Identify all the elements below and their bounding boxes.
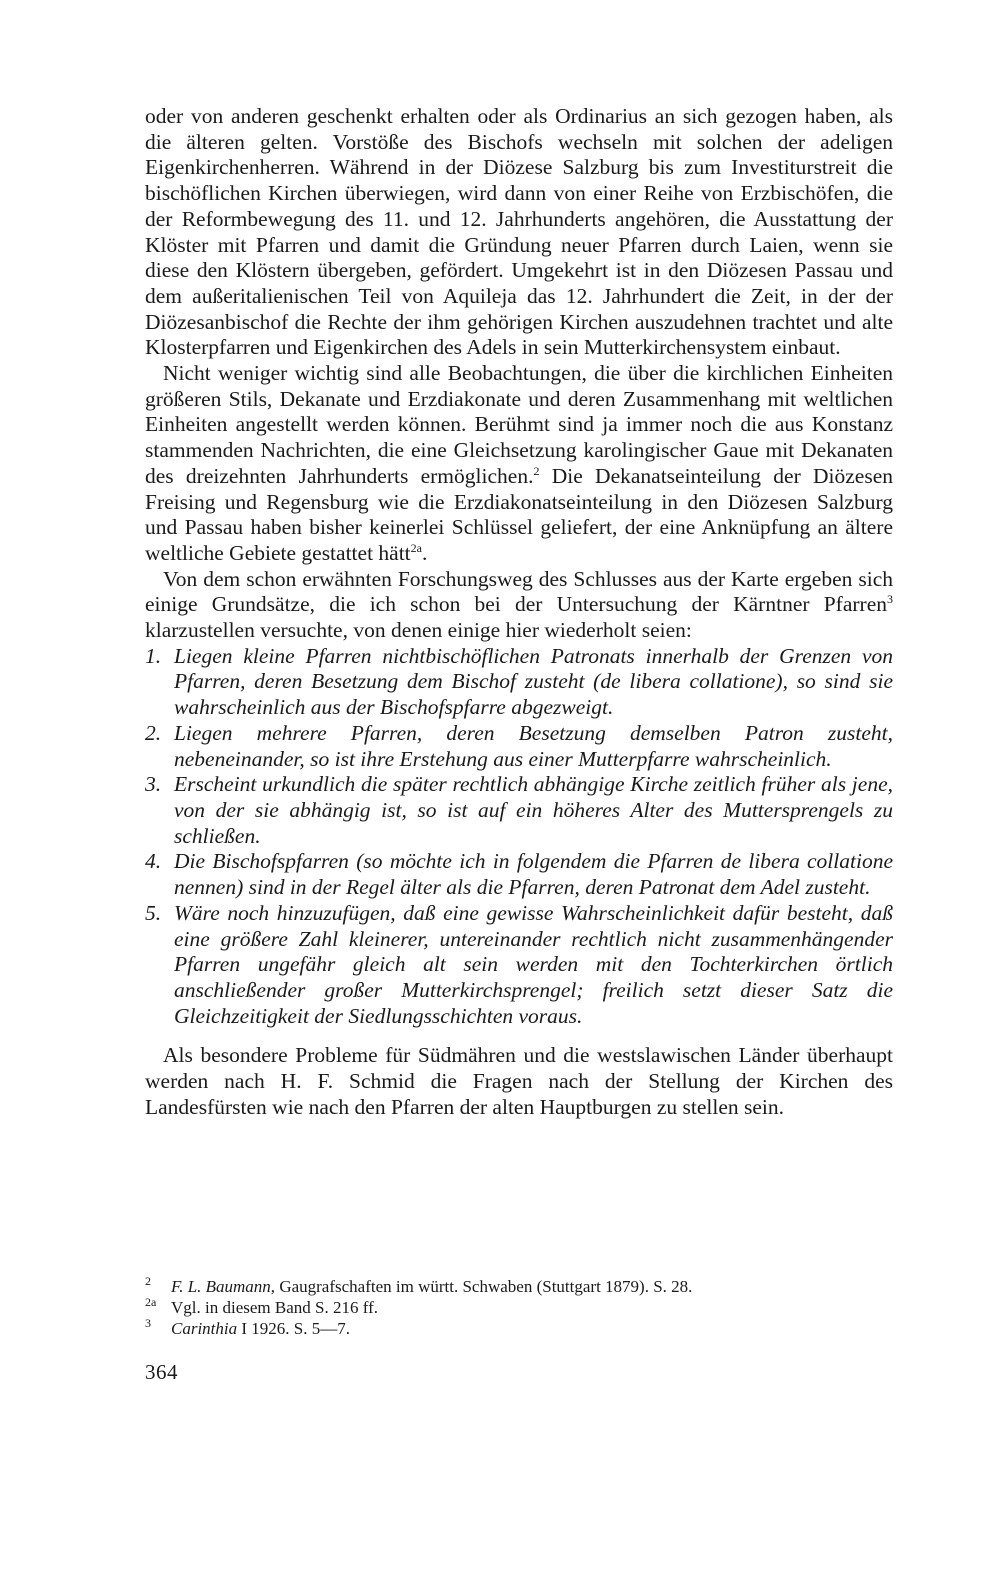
footnote-author: F. L. Baumann, (171, 1277, 276, 1296)
principle-item (145, 849, 893, 900)
principle-text: Erscheint urkundlich die später rechtlich abhängige Kirche zeitlich früher als jene, von der sie abhängig ist, so ist auf ein höheres Alter des Muttersprengels zu schließen. (174, 772, 893, 848)
footnote-ref-2[interactable]: 2 (533, 463, 540, 478)
principle-text: Wäre noch hinzuzufügen, daß eine gewisse Wahrscheinlichkeit dafür besteht, daß eine größere Zahl kleinerer, untereinander rechtlich nicht zusammenhängender Pfarren ungefähr gleich alt sein werden mit den Tochterkirchen örtlich anschließender großer Mutterkirchsprengel; freilich setzt dieser Satz die Gleichzeitigkeit der Siedlungsschichten voraus. (174, 900, 893, 1028)
principle-item (145, 772, 893, 849)
footnote-author: Carinthia (171, 1319, 238, 1338)
paragraph-2-part-a: Nicht weniger wichtig sind alle Beobachtungen, die über die kirchlichen Einheiten größeren Stils, Dekanate und Erzdiakonate und deren Zusammenhang mit weltlichen Einheiten angestellt werden können. Berühmt sind ja immer noch die aus Konstanz stammenden Nachrichten, die eine Gleichsetzung karolingischer Gaue mit Dekanaten des dreizehnten Jahrhunderts ermöglichen. (145, 361, 893, 488)
footnote-2a: 2a Vgl. in diesem Band S. 216 ff. (145, 1295, 378, 1317)
paragraph-4: Als besondere Probleme für Südmähren und die westslawischen Länder überhaupt werden nach H. F. Schmid die Fragen nach der Stellung der Kirchen des Landesfürsten wie nach den Pfarren der alten Hauptburgen zu stellen sein. (145, 1043, 893, 1119)
footnote-text: I 1926. S. 5—7. (237, 1319, 350, 1338)
paragraph-2-part-c: . (421, 540, 428, 565)
principle-item (145, 901, 893, 1030)
principle-text: Die Bischofspfarren (so möchte ich in folgendem die Pfarren de libera collatione nennen) sind in der Regel älter als die Pfarren, deren Patronat dem Adel zusteht. (174, 849, 893, 900)
principle-number: 1. (145, 643, 162, 668)
paragraph-3-part-b: klarzustellen versuchte, von denen einige hier wiederholt seien: (145, 618, 692, 643)
principle-text: Liegen mehrere Pfarren, deren Besetzung demselben Patron zusteht, nebeneinander, so ist ihre Erstehung aus einer Mutterpfarre wahrscheinlich. (174, 720, 893, 771)
footnote-ref-2a[interactable]: 2a (410, 540, 422, 555)
footnote-3: 3 Carinthia I 1926. S. 5—7. (145, 1316, 350, 1338)
page-number: 364 (145, 1360, 178, 1384)
footnote-text: Vgl. in diesem Band S. 216 ff. (171, 1298, 378, 1317)
footnote-text: Gaugrafschaften im württ. Schwaben (Stuttgart 1879). S. 28. (275, 1277, 693, 1296)
principle-text: Liegen kleine Pfarren nichtbischöflichen Patronats innerhalb der Grenzen von Pfarren, deren Besetzung dem Bischof zusteht (de libera collatione), so sind sie wahrscheinlich aus der Bischofspfarre abgezweigt. (174, 643, 893, 720)
footnote-2: 2 F. L. Baumann, Gaugrafschaften im württ. Schwaben (Stuttgart 1879). S. 28. (145, 1274, 693, 1296)
main-text (145, 104, 893, 1120)
paragraph-3 (145, 567, 893, 644)
principle-item (145, 644, 893, 721)
principle-item (145, 721, 893, 772)
footnotes (145, 1276, 893, 1339)
principle-number: 5. (145, 900, 162, 925)
footnote-ref-3[interactable]: 3 (887, 592, 893, 607)
paragraph-2-part-b: Die Dekanatseinteilung der Diözesen Freising und Regensburg wie die Erzdiakonatseinteilung in den Diözesen Salzburg und Passau haben bisher keinerlei Schlüssel geliefert, der eine Anknüpfung an ältere weltliche Gebiete gestattet hätt (145, 463, 893, 565)
paragraph-2 (145, 361, 893, 567)
principle-number: 4. (145, 849, 162, 874)
paragraph-1: oder von anderen geschenkt erhalten oder als Ordinarius an sich gezogen haben, als die älteren gelten. Vorstöße des Bischofs wechseln mit solchen der adeligen Eigenkirchenherren. Während in der Diözese Salzburg bis zum Investiturstreit die bischöflichen Kirchen überwiegen, wird dann von einer Reihe von Erzbischöfen, die der Reformbewegung des 11. und 12. Jahrhunderts angehören, die Ausstattung der Klöster mit Pfarren und damit die Gründung neuer Pfarren durch Laien, wenn sie diese den Klöstern übergeben, gefördert. Umgekehrt ist in den Diözesen Passau und dem außeritalienischen Teil von Aquileja das 12. Jahrhundert die Zeit, in der der Diözesanbischof die Rechte der ihm gehörigen Kirchen auszudehnen trachtet und alte Klosterpfarren und Eigenkirchen des Adels in sein Mutterkirchensystem einbaut. (145, 104, 893, 360)
paragraph-3-part-a: Von dem schon erwähnten Forschungsweg des Schlusses aus der Karte ergeben sich einige Grundsätze, die ich schon bei der Untersuchung der Kärntner Pfarren (145, 566, 893, 617)
principle-number: 2. (145, 720, 162, 745)
principles-list (145, 644, 893, 1030)
principle-number: 3. (145, 772, 162, 797)
